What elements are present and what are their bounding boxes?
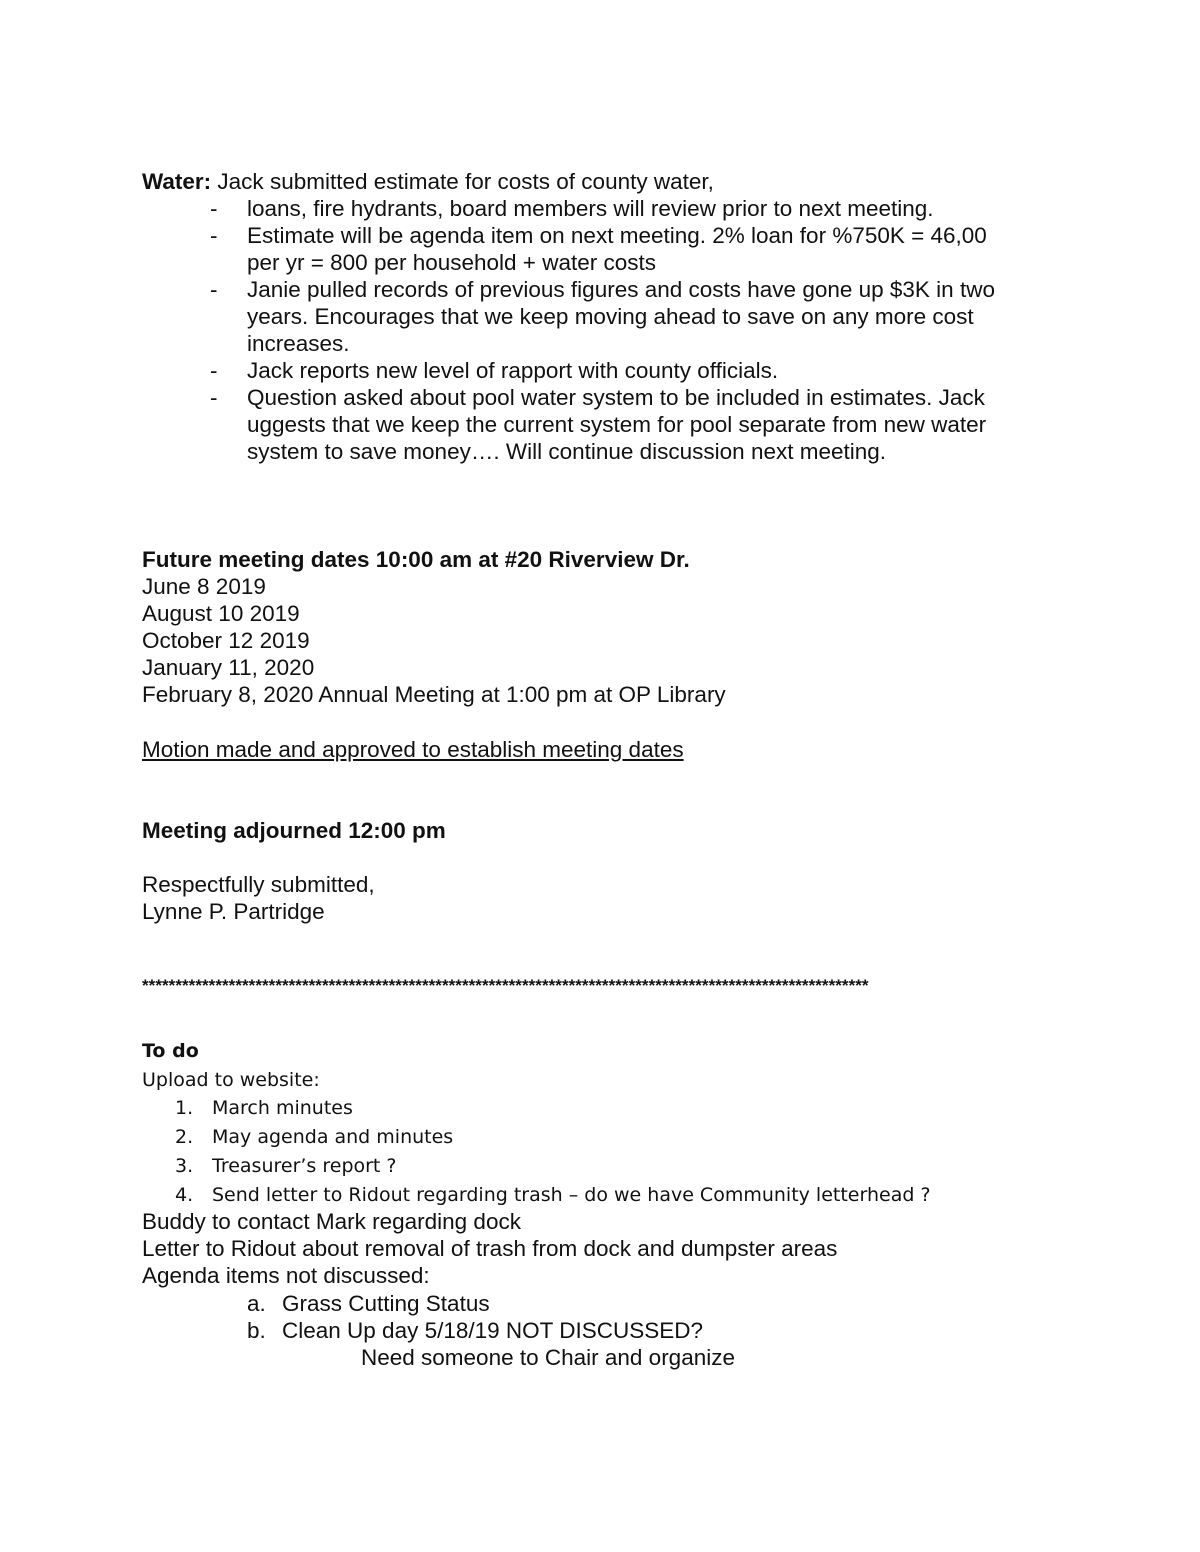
list-item-text: Question asked about pool water system to be included in estimates. Jack uggests that we keep the current system for pool separate from new water system to save money…. Will continue discussion next meeting. [247, 385, 987, 464]
asterisk-separator: ************************************************************************************************************* [142, 976, 869, 995]
todo-block [142, 1037, 320, 1095]
meeting-date: June 8 2019 [142, 574, 266, 599]
list-item-text: Clean Up day 5/18/19 NOT DISCUSSED? [282, 1318, 704, 1343]
list-item [142, 1152, 931, 1181]
list-item-text: Send letter to Ridout regarding trash – do we have Community letterhead ? [212, 1184, 931, 1206]
list-item [142, 384, 1047, 465]
list-item-text: Jack reports new level of rapport with county officials. [247, 358, 779, 383]
list-item [142, 1290, 703, 1317]
upload-label: Upload to website: [142, 1069, 320, 1091]
list-item-text: Estimate will be agenda item on next meeting. 2% loan for %750K = 46,00 per yr = 800 per household + water costs [247, 223, 987, 275]
not-discussed-list [142, 1290, 703, 1344]
followup-line: Letter to Ridout about removal of trash from dock and dumpster areas [142, 1236, 838, 1261]
water-items-list [142, 195, 1047, 465]
list-item [142, 1094, 931, 1123]
meeting-date: August 10 2019 [142, 601, 300, 626]
dash-marker: - [210, 196, 218, 221]
letter-marker: b. [247, 1318, 266, 1343]
followup-line: Buddy to contact Mark regarding dock [142, 1209, 521, 1234]
todo-heading: To do [142, 1040, 199, 1062]
list-item-text: May agenda and minutes [212, 1126, 454, 1148]
list-item-text: Janie pulled records of previous figures and costs have gone up $3K in two years. Encourages that we keep moving ahead to save on any more cost increases. [247, 277, 995, 356]
dash-marker: - [210, 358, 218, 383]
number-marker: 2. [175, 1126, 194, 1148]
list-item [142, 1123, 931, 1152]
meetings-heading: Future meeting dates 10:00 am at #20 Riverview Dr. [142, 547, 690, 572]
list-item [142, 276, 1047, 357]
meeting-date: October 12 2019 [142, 628, 310, 653]
todo-items-list [142, 1094, 931, 1210]
meeting-date: January 11, 2020 [142, 655, 315, 680]
list-item [142, 357, 1047, 384]
signoff-name: Lynne P. Partridge [142, 899, 325, 924]
dash-marker: - [210, 223, 218, 248]
adjourned-statement: Meeting adjourned 12:00 pm [142, 818, 446, 843]
meeting-date: February 8, 2020 Annual Meeting at 1:00 pm at OP Library [142, 682, 726, 707]
followup-line: Agenda items not discussed: [142, 1263, 430, 1288]
number-marker: 3. [175, 1155, 194, 1177]
list-item [142, 195, 1047, 222]
signoff-line: Respectfully submitted, [142, 872, 375, 897]
list-item-text: March minutes [212, 1097, 353, 1119]
list-item [142, 1317, 703, 1344]
water-heading: Water: [142, 169, 212, 194]
number-marker: 1. [175, 1097, 194, 1119]
letter-marker: a. [247, 1291, 266, 1316]
list-item-text: loans, fire hydrants, board members will review prior to next meeting. [247, 196, 934, 221]
list-item-text: Grass Cutting Status [282, 1291, 490, 1316]
list-item-text: Treasurer’s report ? [212, 1155, 397, 1177]
list-item [142, 222, 1047, 276]
number-marker: 4. [175, 1184, 194, 1206]
water-intro: Jack submitted estimate for costs of county water, [211, 169, 714, 194]
water-intro-line [142, 168, 714, 195]
list-item [142, 1181, 931, 1210]
motion-statement: Motion made and approved to establish meeting dates [142, 737, 684, 762]
dash-marker: - [210, 277, 218, 302]
cleanup-note: Need someone to Chair and organize [361, 1345, 735, 1370]
dash-marker: - [210, 385, 218, 410]
